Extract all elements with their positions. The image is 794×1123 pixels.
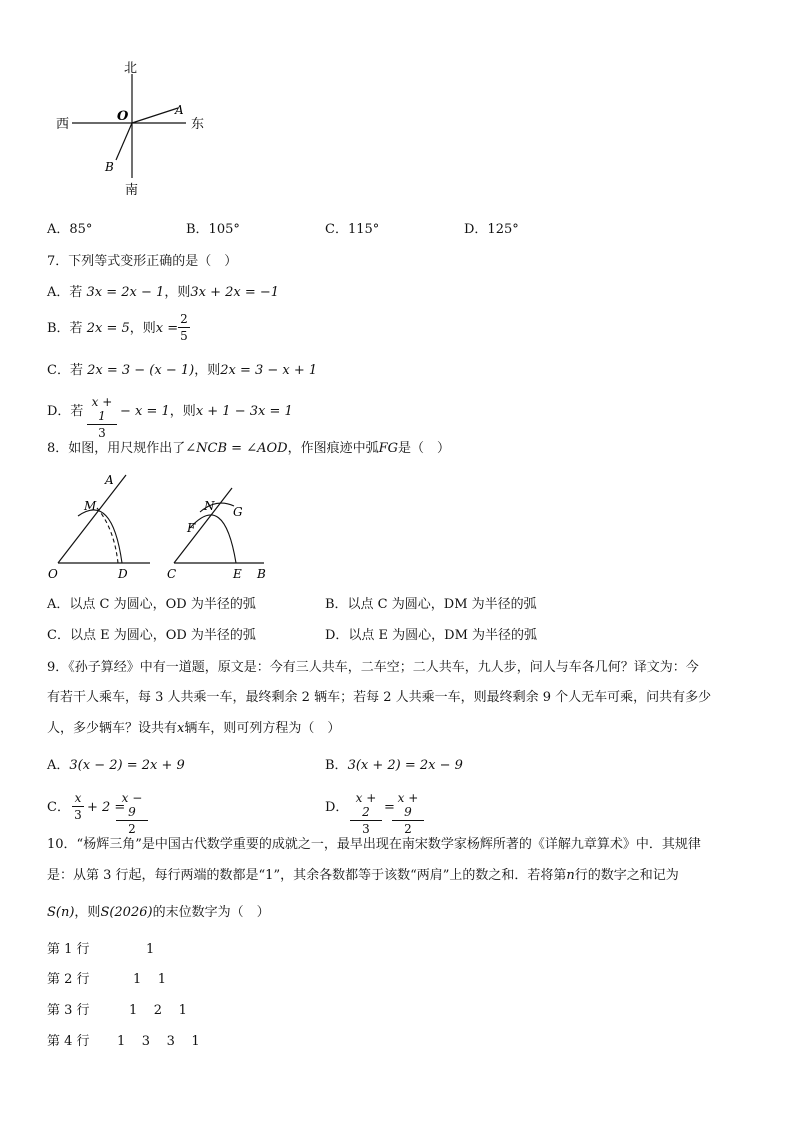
q8-option-b[interactable]: B．以点 C 为圆心，DM 为半径的弧: [325, 597, 537, 612]
triangle-row-label: 第 2 行: [47, 972, 90, 987]
compass-figure: [50, 56, 230, 206]
fig-right-label-e: E: [233, 567, 242, 580]
triangle-row-values: 1 2 1: [129, 1003, 187, 1018]
q10-s-n: S(n): [47, 905, 75, 920]
q10-line-2: [47, 869, 679, 882]
q9-c-denominator-left: 3: [74, 808, 82, 822]
q6-option-b[interactable]: B．105°: [186, 222, 240, 237]
q7-d-result: x + 1 − 3x = 1: [195, 404, 293, 419]
q8-option-c[interactable]: C．以点 E 为圆心，OD 为半径的弧: [47, 628, 256, 643]
q10-line-2-prefix: 是：从第 3 行起，每行两端的数都是“1”，其余各数都等于该数“两肩”上的数之和．若将第: [47, 868, 567, 883]
q9-c-fraction-left: [72, 791, 84, 822]
fig-right-label-f: F: [187, 521, 196, 535]
fig-right-label-c: C: [167, 567, 177, 580]
q7-b-then: ，则: [129, 321, 156, 336]
q9-d-denominator-right: 2: [404, 822, 412, 836]
label-west: 西: [56, 117, 70, 132]
q9-option-a[interactable]: [47, 759, 185, 772]
q7-d-numerator: x + 1: [91, 395, 113, 423]
q8-option-d[interactable]: D．以点 E 为圆心，DM 为半径的弧: [325, 628, 538, 643]
q8-stem-middle: ，作图痕迹中弧: [287, 441, 379, 456]
q8-stem: [47, 442, 450, 455]
label-north: 北: [124, 61, 138, 76]
q7-d-fraction: [87, 395, 117, 440]
q9-line-3-suffix: 辆车，则可列方程为（ ）: [184, 721, 341, 736]
q8-stem-prefix: 8．如图，用尺规作出了: [47, 441, 186, 456]
q7-a-then: ，则: [164, 285, 191, 300]
q7-b-lhs: x =: [155, 321, 179, 336]
q9-d-numerator-left: x + 2: [355, 791, 377, 819]
q7-b-condition: 2x = 5: [86, 321, 130, 336]
q7-d-then: ，则: [169, 404, 196, 419]
q8-arc-name: FG: [378, 441, 398, 456]
ray-ob: [116, 123, 132, 160]
q7-c-prefix: C．若: [47, 363, 83, 378]
q9-c-middle: + 2 =: [87, 800, 126, 815]
q6-option-d[interactable]: D．125°: [464, 222, 519, 237]
q8-option-a[interactable]: A．以点 C 为圆心，OD 为半径的弧: [47, 597, 256, 612]
fig-right-label-n: N: [204, 499, 215, 513]
q7-c-then: ，则: [194, 363, 221, 378]
q9-d-fraction-left: [350, 791, 382, 836]
fig-left-label-a: A: [105, 473, 114, 487]
q9-d-label: D．: [325, 800, 349, 815]
q9-b-equation: 3(x + 2) = 2x − 9: [347, 758, 463, 773]
ray-oa: [132, 108, 178, 123]
triangle-row-label: 第 3 行: [47, 1003, 90, 1018]
q8-angle-equation: ∠NCB = ∠AOD: [185, 441, 288, 456]
q9-line-1: 9．《孙子算经》中有一道题，原文是：今有三人共车，二车空；二人共车，九人步，问人与车各几何？译文为：今: [47, 660, 699, 675]
fig-left-label-o: O: [48, 567, 58, 580]
q9-a-equation: 3(x − 2) = 2x + 9: [69, 758, 185, 773]
q9-line-3-prefix: 人，多少辆车？设共有: [47, 721, 178, 736]
label-o: O: [117, 109, 129, 124]
label-south: 南: [125, 183, 139, 198]
q8-stem-suffix: 是（ ）: [398, 441, 451, 456]
triangle-row-label: 第 1 行: [47, 942, 90, 957]
label-east: 东: [191, 117, 205, 132]
q9-c-denominator-right: 2: [128, 822, 136, 836]
q9-variable: x: [177, 721, 185, 736]
q7-option-a[interactable]: [47, 286, 279, 299]
q7-a-condition: 3x = 2x − 1: [86, 285, 165, 300]
q10-line-3-suffix: 的末位数字为（ ）: [152, 905, 270, 920]
q8-figure-left: [40, 470, 155, 580]
fig-left-label-m: M: [84, 499, 97, 513]
label-a: A: [175, 103, 184, 117]
fig-right-label-g: G: [233, 505, 243, 519]
q7-c-result: 2x = 3 − x + 1: [220, 363, 318, 378]
q7-b-prefix: B．若: [47, 321, 83, 336]
fig-left-label-d: D: [118, 567, 128, 580]
fig-right-label-b: B: [257, 567, 266, 580]
q7-option-c[interactable]: [47, 364, 317, 377]
q7-b-fraction: [178, 312, 190, 343]
q9-a-label: A．: [47, 758, 70, 773]
q7-a-result: 3x + 2x = −1: [190, 285, 280, 300]
q10-line-2-suffix: 行的数字之和记为: [574, 868, 679, 883]
q9-c-fraction-right: [116, 791, 148, 836]
q6-option-c[interactable]: C．115°: [325, 222, 380, 237]
q7-stem: 7．下列等式变形正确的是（ ）: [47, 254, 238, 269]
q7-a-prefix: A．若: [47, 285, 83, 300]
q9-b-label: B．: [325, 758, 348, 773]
triangle-row-label: 第 4 行: [47, 1034, 90, 1049]
q10-then: ，则: [74, 905, 101, 920]
q7-c-condition: 2x = 3 − (x − 1): [87, 363, 195, 378]
label-b: B: [105, 160, 114, 174]
q9-c-numerator-right: x − 9: [121, 791, 143, 819]
q7-b-denominator: 5: [180, 329, 188, 343]
q7-d-rest: − x = 1: [120, 404, 170, 419]
q9-c-label: C．: [47, 800, 70, 815]
q9-d-numerator-right: x + 9: [397, 791, 419, 819]
q9-line-3: [47, 722, 340, 735]
q10-s-2026: S(2026): [100, 905, 153, 920]
triangle-row-values: 1 3 3 1: [117, 1034, 200, 1049]
q10-line-1: 10．“杨辉三角”是中国古代数学重要的成就之一，最早出现在南宋数学家杨辉所著的《详解九章算术》中．其规律: [47, 837, 701, 852]
q10-line-3: [47, 906, 270, 919]
q9-d-fraction-right: [392, 791, 424, 836]
q10-variable-n: n: [566, 868, 575, 883]
q6-option-a[interactable]: A．85°: [47, 222, 93, 237]
q9-d-denominator-left: 3: [362, 822, 370, 836]
q9-option-b[interactable]: [325, 759, 463, 772]
q9-d-middle: =: [384, 800, 395, 815]
q8-figure-right: [160, 470, 275, 580]
triangle-row-values: 1: [146, 942, 155, 957]
q7-d-prefix: D．若: [47, 404, 84, 419]
q9-line-2: 有若干人乘车，每 3 人共乘一车，最终剩余 2 辆车；若每 2 人共乘一车，则最终剩余 9 个人无车可乘，问共有多少: [47, 690, 712, 705]
q7-b-numerator: 2: [180, 312, 188, 326]
q9-c-numerator-left: x: [74, 791, 82, 805]
q7-d-denominator: 3: [98, 426, 106, 440]
triangle-row-values: 1 1: [133, 972, 167, 987]
